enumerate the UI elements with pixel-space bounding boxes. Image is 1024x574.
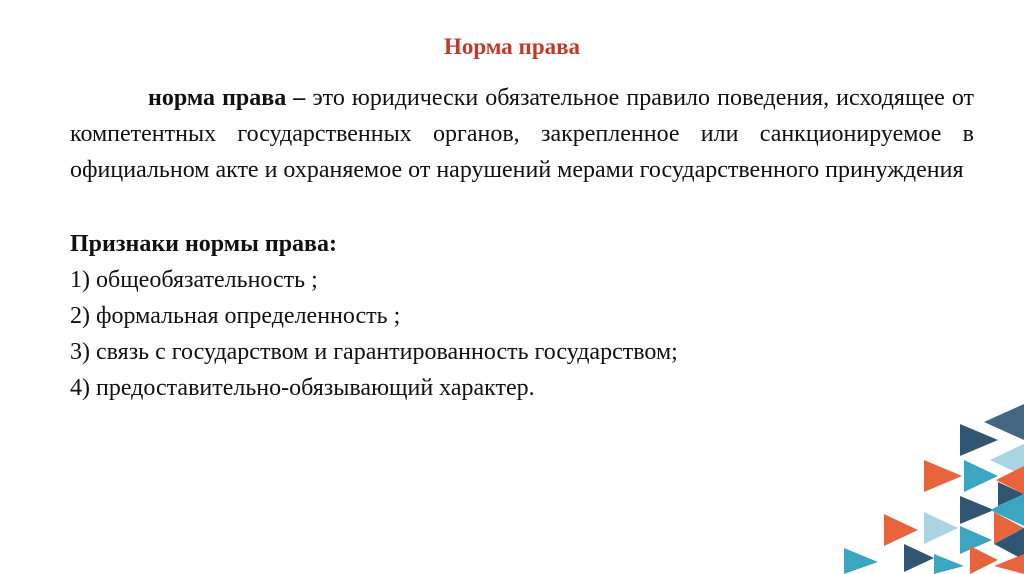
features-list [70,226,974,406]
triangle-decor [904,544,934,572]
feature-item: 2) формальная определенность ; [70,303,401,329]
triangle-decor [994,554,1024,574]
triangle-decor [984,404,1024,440]
feature-item: 4) предоставительно-обязывающий характер. [70,375,535,401]
triangle-decor [960,424,998,456]
features-heading: Признаки нормы права: [70,231,337,257]
definition-text: это юридически обязательное правило поведения, исходящее от компетентных государственных органов, закрепленное или санкционируемое в официальном акте и охраняемое от нарушений мерами государственного принуждения [70,85,975,183]
triangle-decor [970,546,998,574]
triangle-decor [924,460,962,492]
triangle-decor [844,548,878,574]
definition-term: норма права – [148,85,306,111]
decorative-triangles [784,394,1024,574]
triangle-decor [960,496,994,524]
slide-title: Норма права [443,34,581,59]
triangle-decor [964,460,998,492]
triangle-decor [924,512,958,544]
definition-paragraph [70,80,974,188]
feature-item: 1) общеобязательность ; [70,267,318,293]
triangle-decor [884,514,918,546]
feature-item: 3) связь с государством и гарантированность государством; [70,339,678,365]
triangle-decor [934,554,964,574]
